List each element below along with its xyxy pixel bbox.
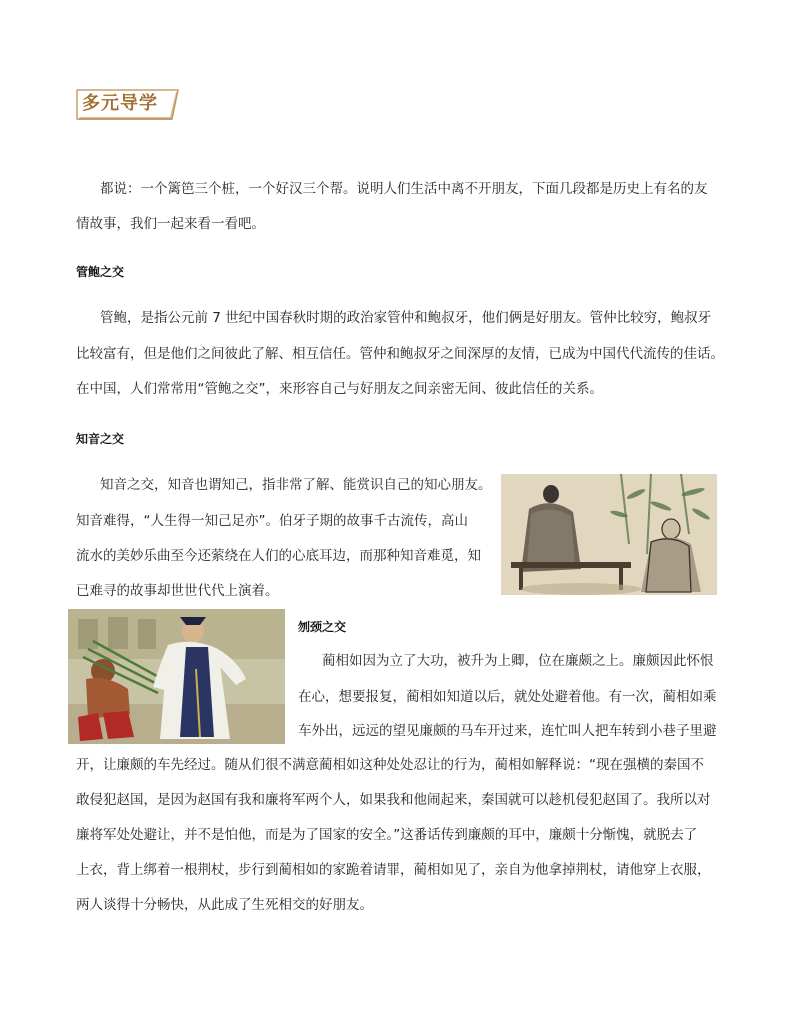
guanbao-line-3: 在中国，人们常常用“管鲍之交”，来形容自己与好朋友之间亲密无间、彼此信任的关系。 bbox=[76, 381, 603, 397]
intro-line-1: 都说：一个篱笆三个桩，一个好汉三个帮。说明人们生活中离不开朋友，下面几段都是历史上有名的友 bbox=[100, 181, 708, 197]
wenjing-line-5: 敢侵犯赵国，是因为赵国有我和廉将军两个人，如果我和他闹起来，秦国就可以趁机侵犯赵国了。我所以对 bbox=[76, 792, 711, 808]
zhiyin-line-1: 知音之交，知音也谓知己，指非常了解、能赏识自己的知心朋友。 bbox=[100, 477, 492, 493]
section-title: 多元导学 bbox=[82, 93, 158, 114]
zhiyin-line-2: 知音难得，“人生得一知己足亦”。伯牙子期的故事千古流传，高山 bbox=[76, 513, 468, 529]
wenjing-line-7: 上衣，背上绑着一根荆杖，步行到蔺相如的家跪着请罪，蔺相如见了，亲自为他拿掉荆杖，请他穿上衣服， bbox=[76, 862, 711, 878]
lianpo-apology-painting bbox=[68, 609, 285, 744]
wenjing-line-8: 两人谈得十分畅快，从此成了生死相交的好朋友。 bbox=[76, 897, 373, 913]
section-heading-wenjing: 刎颈之交 bbox=[298, 620, 347, 634]
guanbao-line-2: 比较富有，但是他们之间彼此了解、相互信任。管仲和鲍叔牙之间深厚的友情，已成为中国代代流传的佳话。 bbox=[76, 346, 724, 362]
zhiyin-line-4: 已难寻的故事却世世代代上演着。 bbox=[76, 583, 279, 599]
boya-ziqi-painting bbox=[501, 474, 717, 595]
guanbao-line-1: 管鲍，是指公元前 7 世纪中国春秋时期的政治家管仲和鲍叔牙，他们俩是好朋友。管仲比较穷，鲍叔牙 bbox=[100, 310, 712, 326]
section-title-badge bbox=[76, 89, 178, 120]
section-heading-zhiyin: 知音之交 bbox=[76, 432, 125, 446]
intro-line-2: 情故事，我们一起来看一看吧。 bbox=[76, 216, 265, 232]
zhiyin-line-3: 流水的美妙乐曲至今还萦绕在人们的心底耳边，而那种知音难觅，知 bbox=[76, 548, 481, 564]
wenjing-line-2: 在心，想要报复，蔺相如知道以后，就处处避着他。有一次，蔺相如乘 bbox=[298, 689, 717, 705]
section-heading-guanbao: 管鲍之交 bbox=[76, 265, 125, 279]
wenjing-line-3: 车外出，远远的望见廉颇的马车开过来，连忙叫人把车转到小巷子里避 bbox=[298, 723, 717, 739]
wenjing-line-6: 廉将军处处避让，并不是怕他，而是为了国家的安全。”这番话传到廉颇的耳中，廉颇十分惭愧，就脱去了 bbox=[76, 827, 698, 843]
wenjing-line-1: 蔺相如因为立了大功，被升为上卿，位在廉颇之上。廉颇因此怀恨 bbox=[322, 653, 714, 669]
wenjing-line-4: 开，让廉颇的车先经过。随从们很不满意蔺相如这种处处忍让的行为，蔺相如解释说：“现在强横的秦国不 bbox=[76, 757, 704, 773]
